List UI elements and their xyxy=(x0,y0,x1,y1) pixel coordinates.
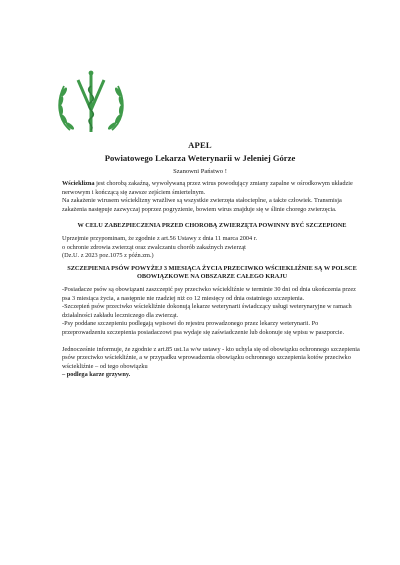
penalty-line: – podlega karze grzywny. xyxy=(62,371,131,379)
office-name: Powiatowego Lekarza Weterynarii w Jeleniej Górze xyxy=(104,153,296,163)
heading-vaccination-required: W CELU ZABEZPIECZENIA PRZED CHOROBĄ ZWIERZĘTA POWINNY BYĆ SZCZEPIONE xyxy=(77,222,347,230)
reminder-line-2: o ochronie zdrowia zwierząt oraz zwalczaniu chorób zakaźnych zwierząt xyxy=(62,243,246,251)
paragraph-transmission: Na zakażenie wirusem wścieklizny wrażliwe są wszystkie zwierzęta stałocieplne, a także człowiek. Transmisja zakażenia następuje zazwyczaj poprzez pogryzienie, bowiem wirus znajduje się w ślinie chorego zwierzęcia. xyxy=(62,197,342,213)
reminder-line-1: Uprzejmie przypominam, że zgodnie z art.56 Ustawy z dnia 11 marca 2004 r. xyxy=(62,234,258,242)
document-body xyxy=(62,180,362,380)
bullet-item: -Szczepień psów przeciwko wściekliźnie dokonują lekarze weterynarii świadczący usługi weterynaryjne w ramach działalności zakładu leczniczego dla zwierząt. xyxy=(62,303,352,319)
rabies-definition-text: jest chorobą zakaźną, wywoływaną przez wirus powodujący zmiany zapalne w ośrodkowym układzie nerwowym i kończącą się zawsze zejściem śmiertelnym. xyxy=(62,180,353,196)
paragraph-rabies-definition xyxy=(62,180,362,197)
caduceus-laurel-logo xyxy=(50,62,132,144)
closing-paragraph: Jednocześnie informuje, że zgodnie z art.85 ust.1a w/w ustawy - kto uchyla się od obowiązku ochronnego szczepienia psów przeciwko wściekliźnie, a w przypadku wprowadzenia obowiązku ochronnego szczepienia kotów przeciwko wściekliźnie – od tego obowiązku xyxy=(62,345,360,370)
bullet-item: -Psy poddane szczepieniu podlegają wpisowi do rejestru prowadzonego przez lekarzy weterynarii. Po przeprowadzeniu szczepienia posiadaczowi psa wydaje się zaświadczenie lub dokonuje się wpisu w paszporcie. xyxy=(62,320,345,336)
rabies-term: Wścieklizna xyxy=(62,180,95,187)
bullet-item: -Posiadacze psów są obowiązani zaszczepić psy przeciwko wściekliźnie w terminie 30 dni od dnia ukończenia przez psa 3 miesiąca życia, a następnie nie rzadziej niż co 12 miesięcy od dnia ostatniego szczepienia. xyxy=(62,285,356,302)
title-block xyxy=(40,140,360,163)
heading-mandatory-dog-vaccination: SZCZEPIENIA PSÓW POWYŻEJ 3 MIESIĄCA ŻYCIA PRZECIWKO WŚCIEKLIŹNIE SĄ W POLSCE OBOWIĄZKOWE NA OBSZARZE CAŁEGO KRAJU xyxy=(67,264,357,281)
reminder-line-3: (Dz.U. z 2023 poz.1075 z późn.zm.) xyxy=(62,252,154,260)
greeting: Szanowni Państwo ! xyxy=(173,168,227,175)
document-title: APEL xyxy=(188,140,212,150)
